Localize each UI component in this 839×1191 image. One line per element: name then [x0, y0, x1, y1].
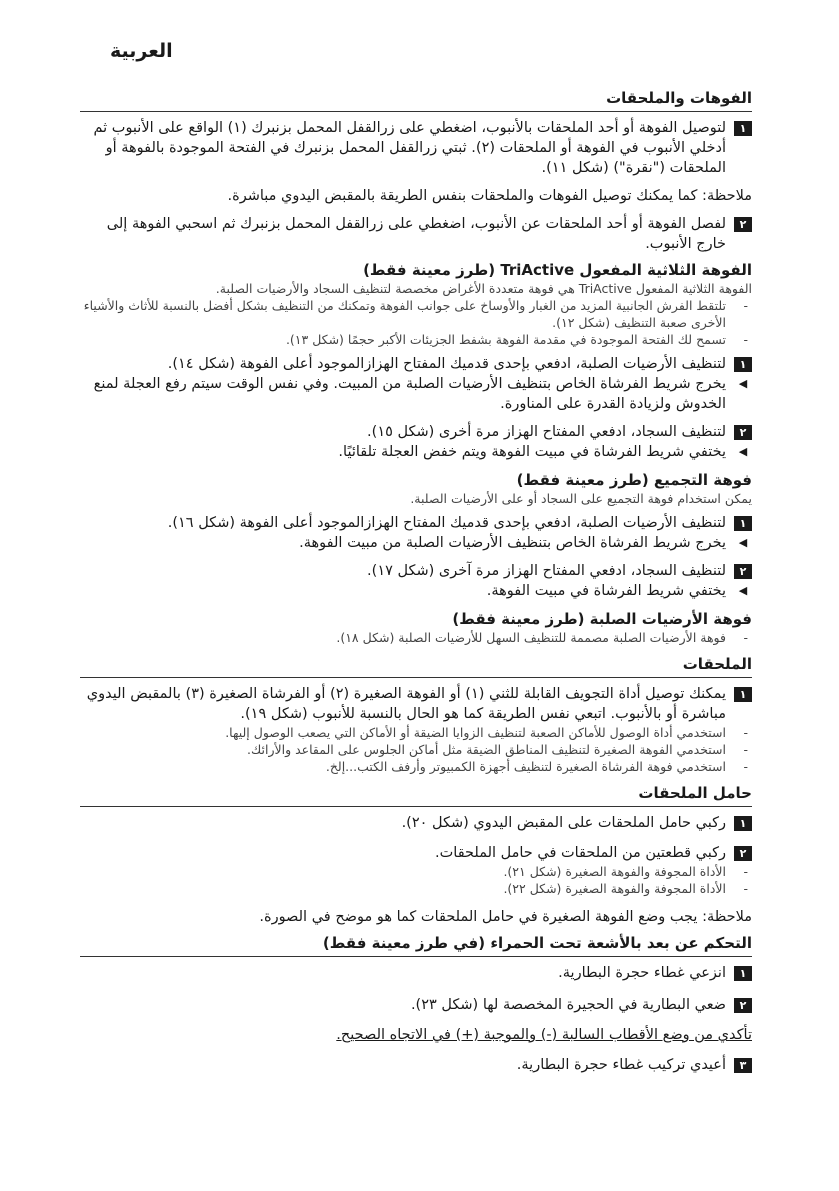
result-text: يختفي شريط الفرشاة في مبيت الفوهة.: [486, 583, 726, 599]
step-number: ١: [734, 516, 752, 531]
heading-triactive: الفوهة الثلاثية المفعول TriActive (طرز معينة فقط): [363, 261, 752, 279]
dash-marker: -: [743, 759, 748, 774]
step-number: ٢: [734, 564, 752, 579]
result-text: يختفي شريط الفرشاة في مبيت الفوهة ويتم خفض العجلة تلقائيًا.: [338, 444, 726, 460]
step-text: لتنظيف السجاد، ادفعي المفتاح الهزاز مرة أخرى (شكل ١٥).: [367, 424, 726, 440]
result-text: يخرج شريط الفرشاة الخاص بتنظيف الأرضيات الصلبة من مبيت الفوهة.: [299, 535, 726, 551]
dash-text: فوهة الأرضيات الصلبة مصممة للتنظيف السهل للأرضيات الصلبة (شكل ١٨).: [336, 630, 726, 645]
step-number: ١: [734, 121, 752, 136]
step-number: ٣: [734, 1058, 752, 1073]
note: ملاحظة: يجب وضع الفوهة الصغيرة في حامل الملحقات كما هو موضح في الصورة.: [259, 909, 752, 925]
step-text: ركبي قطعتين من الملحقات في حامل الملحقات.: [435, 845, 726, 861]
triangle-icon: ◀: [738, 584, 748, 597]
step-number: ٢: [734, 998, 752, 1013]
dash-item: [80, 758, 752, 775]
step-1: [80, 354, 752, 374]
dash-marker: -: [743, 630, 748, 645]
step-text: يمكنك توصيل أداة التجويف القابلة للثني (١) أو الفوهة الصغيرة (٢) أو الفرشاة الصغيرة (٣) بالمقبض اليدوي مباشرة أو بالأنبوب. اتبعي نفس الطريقة كما هو الحال بالنسبة للأنبوب (شكل ١٩).: [86, 686, 726, 722]
intro: الفوهة الثلاثية المفعول TriActive هي فوهة متعددة الأغراض مخصصة لتنظيف السجاد والأرضيات الصلبة.: [215, 281, 752, 296]
language-label: العربية: [110, 40, 173, 62]
result-item: [80, 533, 752, 553]
step-1: [80, 684, 752, 724]
step-text: انزعي غطاء حجرة البطارية.: [558, 965, 726, 981]
step-text: لتنظيف السجاد، ادفعي المفتاح الهزاز مرة آخرى (شكل ١٧).: [367, 563, 726, 579]
step-3: [80, 1055, 752, 1075]
dash-marker: -: [743, 332, 748, 347]
step-2: [80, 214, 752, 254]
dash-text: استخدمي أداة الوصول للأماكن الصعبة لتنظيف الزوايا الضيقة أو الأماكن التي يصعب الوصول إليها.: [225, 725, 726, 740]
result-text: يخرج شريط الفرشاة الخاص بتنظيف الأرضيات الصلبة من المبيت. وفي نفس الوقت سيتم رفع العجلة لمنع الخدوش ولزيادة القدرة على المناورة.: [93, 376, 726, 412]
heading-hard-floor: فوهة الأرضيات الصلبة (طرز معينة فقط): [452, 610, 752, 628]
dash-text: الأداة المجوفة والفوهة الصغيرة (شكل ٢١).: [503, 864, 726, 879]
dash-marker: -: [743, 298, 748, 313]
step-number: ١: [734, 816, 752, 831]
step-text: لتنظيف الأرضيات الصلبة، ادفعي بإحدى قدميك المفتاح الهزازالموجود أعلى الفوهة (شكل ١٦).: [167, 515, 726, 531]
step-text: ركبي حامل الملحقات على المقبض اليدوي (شكل ٢٠).: [401, 815, 726, 831]
step-text: لتوصيل الفوهة أو أحد الملحقات بالأنبوب، اضغطي على زرالقفل المحمل بزنبرك (١) الواقع على الأنبوب ثم أدخلي الأنبوب في الفوهة أو الملحقات (٢). ثبتي زرالقفل المحمل بزنبرك في الفتحة الموجودة بالفوهة أو الملحقات ("نقرة") (شكل ١١).: [93, 120, 726, 176]
intro: يمكن استخدام فوهة التجميع على السجاد أو على الأرضيات الصلبة.: [410, 491, 752, 506]
dash-text: استخدمي الفوهة الصغيرة لتنظيف المناطق الضيقة مثل أماكن الجلوس على المقاعد والأرائك.: [247, 742, 726, 757]
step-number: ١: [734, 357, 752, 372]
step-text: لتنظيف الأرضيات الصلبة، ادفعي بإحدى قدميك المفتاح الهزازالموجود أعلى الفوهة (شكل ١٤).: [167, 356, 726, 372]
step-text: ضعي البطارية في الحجيرة المخصصة لها (شكل ٢٣).: [410, 997, 726, 1013]
step-2: [80, 561, 752, 581]
step-1: [80, 118, 752, 178]
step-text: أعيدي تركيب غطاء حجرة البطارية.: [516, 1057, 726, 1073]
step-2: [80, 422, 752, 442]
step-number: ١: [734, 966, 752, 981]
result-item: [80, 374, 752, 414]
dash-marker: -: [743, 742, 748, 757]
dash-text: الأداة المجوفة والفوهة الصغيرة (شكل ٢٢).: [503, 881, 726, 896]
step-2: [80, 843, 752, 863]
dash-marker: -: [743, 881, 748, 896]
step-number: ٢: [734, 846, 752, 861]
dash-text: تلتقط الفرش الجانبية المزيد من الغبار والأوساخ على جوانب الفوهة وتمكنك من التنظيف بشكل أفضل بالنسبة للأثاث والأشياء الأخرى صعبة التنظيف (شكل ١٢).: [83, 298, 726, 330]
step-text: لفصل الفوهة أو أحد الملحقات عن الأنبوب، اضغطي على زرالقفل المحمل بزنبرك ثم اسحبي الفوهة إلى خارج الأنبوب.: [106, 216, 726, 252]
step-number: ٢: [734, 425, 752, 440]
document-body: [80, 88, 752, 1075]
dash-text: استخدمي فوهة الفرشاة الصغيرة لتنظيف أجهزة الكمبيوتر وأرفف الكتب...إلخ.: [325, 759, 726, 774]
dash-item: [80, 880, 752, 897]
dash-item: [80, 724, 752, 741]
heading-accessories: الملحقات: [80, 654, 752, 678]
heading-ir-remote: التحكم عن بعد بالأشعة تحت الحمراء (في طرز معينة فقط): [80, 933, 752, 957]
dash-item: [80, 331, 752, 348]
dash-marker: -: [743, 725, 748, 740]
dash-item: [80, 863, 752, 880]
result-item: [80, 581, 752, 601]
triangle-icon: ◀: [738, 377, 748, 390]
heading-nozzles: الفوهات والملحقات: [80, 88, 752, 112]
step-1: [80, 813, 752, 833]
step-2: [80, 995, 752, 1015]
result-item: [80, 442, 752, 462]
step-1: [80, 963, 752, 983]
dash-item: [80, 297, 752, 331]
dash-item: [80, 629, 752, 646]
step-1: [80, 513, 752, 533]
dash-text: تسمح لك الفتحة الموجودة في مقدمة الفوهة بشفط الجزيئات الأكبر حجمًا (شكل ١٣).: [285, 332, 726, 347]
step-number: ١: [734, 687, 752, 702]
heading-holder: حامل الملحقات: [80, 783, 752, 807]
dash-item: [80, 741, 752, 758]
polarity-note: تأكدي من وضع الأقطاب السالبة (-) والموجبة (+) في الاتجاه الصحيح.: [336, 1027, 752, 1043]
heading-combi: فوهة التجميع (طرز معينة فقط): [516, 471, 752, 489]
dash-marker: -: [743, 864, 748, 879]
note: ملاحظة: كما يمكنك توصيل الفوهات والملحقات بنفس الطريقة بالمقبض اليدوي مباشرة.: [227, 188, 752, 204]
triangle-icon: ◀: [738, 536, 748, 549]
triangle-icon: ◀: [738, 445, 748, 458]
step-number: ٢: [734, 217, 752, 232]
